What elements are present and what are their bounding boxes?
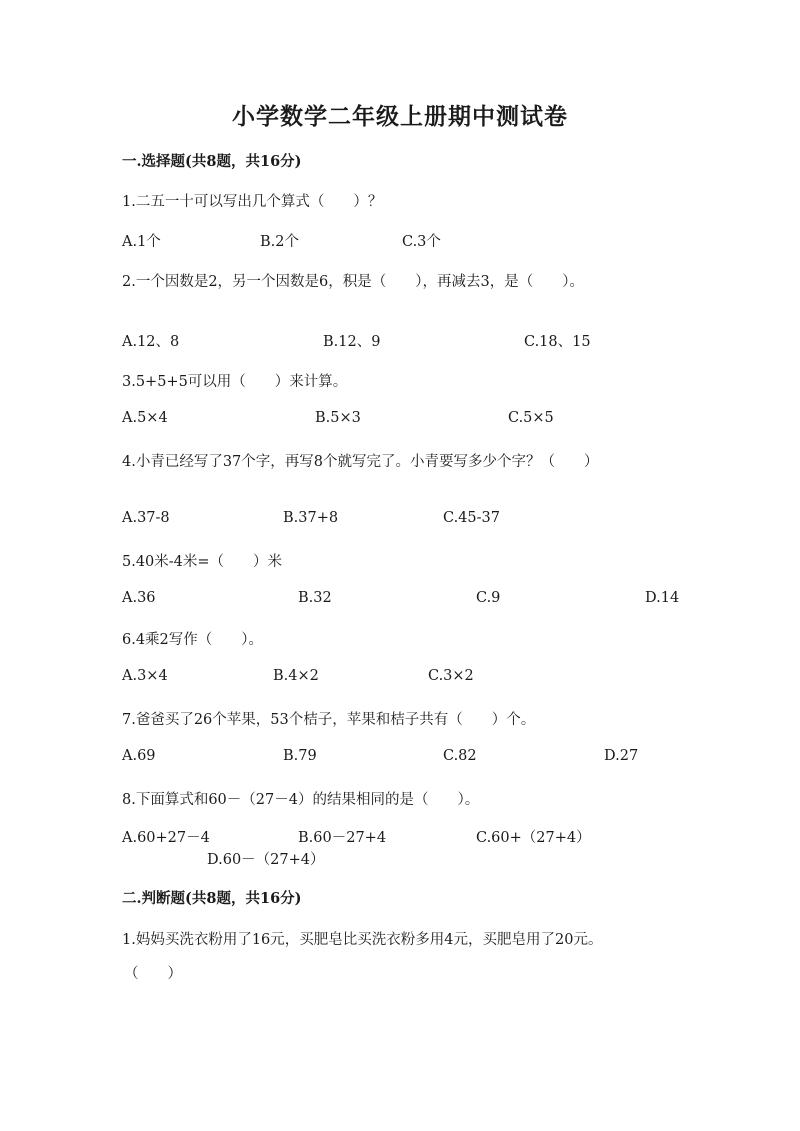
- q5-option-b: B.32: [298, 590, 332, 606]
- q5-option-a: A.36: [122, 590, 156, 606]
- q2-option-a: A.12、8: [122, 334, 180, 350]
- q7-option-b: B.79: [283, 748, 317, 764]
- q6-option-a: A.3×4: [122, 668, 168, 684]
- question-2: 2.一个因数是2，另一个因数是6，积是（ ），再减去3，是（ ）。: [122, 274, 585, 290]
- q7-option-a: A.69: [122, 748, 156, 764]
- q4-option-c: C.45-37: [443, 510, 500, 526]
- question-8: 8.下面算式和60－（27－4）的结果相同的是（ ）。: [122, 792, 480, 808]
- q4-option-b: B.37+8: [283, 510, 339, 526]
- q5-option-c: C.9: [476, 590, 501, 606]
- q3-option-b: B.5×3: [315, 410, 361, 426]
- question-7: 7.爸爸买了26个苹果，53个桔子，苹果和桔子共有（ ）个。: [122, 712, 536, 728]
- question-3: 3.5+5+5可以用（ ）来计算。: [122, 374, 348, 390]
- question-5: 5.40米-4米=（ ）米: [122, 554, 283, 570]
- q8-option-a: A.60+27－4: [122, 830, 210, 846]
- question-1: 1.二五一十可以写出几个算式（ ）？: [122, 194, 383, 210]
- q1-option-a: A.1个: [122, 234, 161, 250]
- q6-option-b: B.4×2: [273, 668, 319, 684]
- question-4: 4.小青已经写了37个字，再写8个就写完了。小青要写多少个字？（ ）: [122, 454, 599, 470]
- q8-option-d: D.60－（27+4）: [207, 852, 325, 868]
- section-heading-choice: 一.选择题(共8题，共16分): [122, 153, 302, 170]
- question-6: 6.4乘2写作（ ）。: [122, 632, 264, 648]
- q7-option-d: D.27: [604, 748, 639, 764]
- q1-option-c: C.3个: [402, 234, 441, 250]
- section-heading-judgement: 二.判断题(共8题，共16分): [122, 890, 302, 907]
- judgement-answer-blank: （ ）: [124, 966, 182, 982]
- q1-option-b: B.2个: [260, 234, 299, 250]
- q6-option-c: C.3×2: [428, 668, 474, 684]
- q3-option-c: C.5×5: [508, 410, 554, 426]
- q7-option-c: C.82: [443, 748, 477, 764]
- q2-option-c: C.18、15: [524, 334, 591, 350]
- q3-option-a: A.5×4: [122, 410, 168, 426]
- page-title: 小学数学二年级上册期中测试卷: [232, 103, 568, 130]
- q4-option-a: A.37-8: [122, 510, 170, 526]
- judgement-question-1: 1.妈妈买洗衣粉用了16元，买肥皂比买洗衣粉多用4元，买肥皂用了20元。: [122, 932, 603, 948]
- q8-option-c: C.60+（27+4）: [476, 830, 591, 846]
- q5-option-d: D.14: [645, 590, 680, 606]
- q2-option-b: B.12、9: [323, 334, 381, 350]
- q8-option-b: B.60－27+4: [298, 830, 387, 846]
